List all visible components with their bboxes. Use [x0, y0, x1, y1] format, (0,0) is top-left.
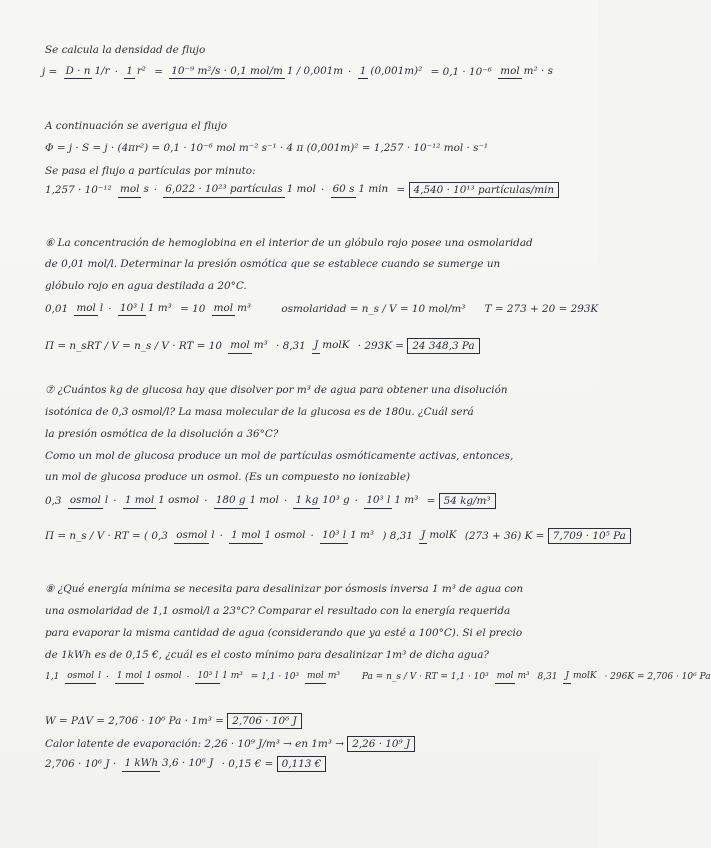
question-text: la presión osmótica de la disolución a 36°C? — [45, 428, 279, 440]
result-box: 4,540 · 10¹³ partículas/min — [409, 182, 560, 198]
equation-line: 1,257 · 10⁻¹² mol s · 6,022 · 10²³ partículas 1 mol · 60 s 1 min = 4,540 · 10¹³ partículas/min — [45, 182, 559, 198]
result-box: 7,709 · 10⁵ Pa — [548, 528, 631, 544]
text-line: Como un mol de glucosa produce un mol de partículas osmóticamente activas, entonces, — [45, 450, 514, 462]
equation-line: Π = n_s / V · RT = ( 0,3 osmol l · 1 mol 1 osmol · 10³ l 1 m³ ) 8,31 J molK (273 + 36) K = 7,709 · 10⁵ Pa — [45, 528, 631, 544]
question-text: ⑦ ¿Cuántos kg de glucosa hay que disolver por m³ de agua para obtener una disolución — [45, 384, 508, 396]
question-text: de 1kWh es de 0,15 €, ¿cuál es el costo mínimo para desalinizar 1m³ de dicha agua? — [45, 649, 489, 661]
question-text: isotónica de 0,3 osmol/l? La masa molecular de la glucosa es de 180u. ¿Cuál será — [45, 406, 474, 418]
equation-line: 2,706 · 10⁶ J · 1 kWh 3,6 · 10⁶ J · 0,15 € = 0,113 € — [45, 756, 326, 772]
text-line: Se calcula la densidad de flujo — [45, 44, 206, 56]
text-line: A continuación se averigua el flujo — [45, 120, 228, 132]
question-text: de 0,01 mol/l. Determinar la presión osmótica que se establece cuando se sumerge un — [45, 258, 501, 270]
equation-line: 1,1 osmol l · 1 mol 1 osmol · 10³ l 1 m³ = 1,1 · 10³ mol m³ Pa = n_s / V · RT = 1,1 · 10³ mol m³ 8,31 J molK · 296K = 2,706 · 10⁶ Pa — [45, 671, 711, 683]
result-box: 2,706 · 10⁶ J — [227, 713, 302, 729]
text-line: un mol de glucosa produce un osmol. (Es un compuesto no ionizable) — [45, 471, 411, 483]
result-box: 24 348,3 Pa — [407, 338, 479, 354]
question-text: una osmolaridad de 1,1 osmol/l a 23°C? Comparar el resultado con la energía requerida — [45, 605, 511, 617]
equation-line: 0,3 osmol l · 1 mol 1 osmol · 180 g 1 mol · 1 kg 10³ g · 10³ l 1 m³ = 54 kg/m³ — [45, 493, 496, 509]
equation-line: Calor latente de evaporación: 2,26 · 10⁹ J/m³ → en 1m³ → 2,26 · 10⁹ J — [45, 736, 415, 752]
question-text: para evaporar la misma cantidad de agua (considerando que ya esté a 100°C). Si el precio — [45, 627, 523, 639]
result-box: 0,113 € — [277, 756, 327, 772]
question-text: glóbulo rojo en agua destilada a 20°C. — [45, 280, 247, 292]
text-line: Se pasa el flujo a partículas por minuto: — [45, 165, 256, 177]
result-box: 54 kg/m³ — [439, 493, 496, 509]
equation-line: Π = n_sRT / V = n_s / V · RT = 10 mol m³ · 8,31 J molK · 293K = 24 348,3 Pa — [45, 338, 480, 354]
question-text: ⑧ ¿Qué energía mínima se necesita para desalinizar por ósmosis inversa 1 m³ de agua con — [45, 583, 524, 595]
question-text: ⑥ La concentración de hemoglobina en el interior de un glóbulo rojo posee una osmolaridad — [45, 237, 533, 249]
equation-line: j = D · n 1/r · 1 r² = 10⁻⁹ m²/s · 0,1 mol/m 1 / 0,001m · 1 (0,001m)² = 0,1 · 10⁻⁶ mol m² · s — [42, 65, 553, 78]
equation-line: Φ = j · S = j · (4πr²) = 0,1 · 10⁻⁶ mol m⁻² s⁻¹ · 4 π (0,001m)² = 1,257 · 10⁻¹² mol · s⁻¹ — [45, 142, 489, 154]
equation-line: 0,01 mol l · 10³ l 1 m³ = 10 mol m³ osmolaridad = n_s / V = 10 mol/m³ T = 273 + 20 = 293K — [45, 302, 599, 315]
result-box: 2,26 · 10⁹ J — [347, 736, 415, 752]
equation-line: W = PΔV = 2,706 · 10⁶ Pa · 1m³ = 2,706 · 10⁶ J — [45, 713, 302, 729]
